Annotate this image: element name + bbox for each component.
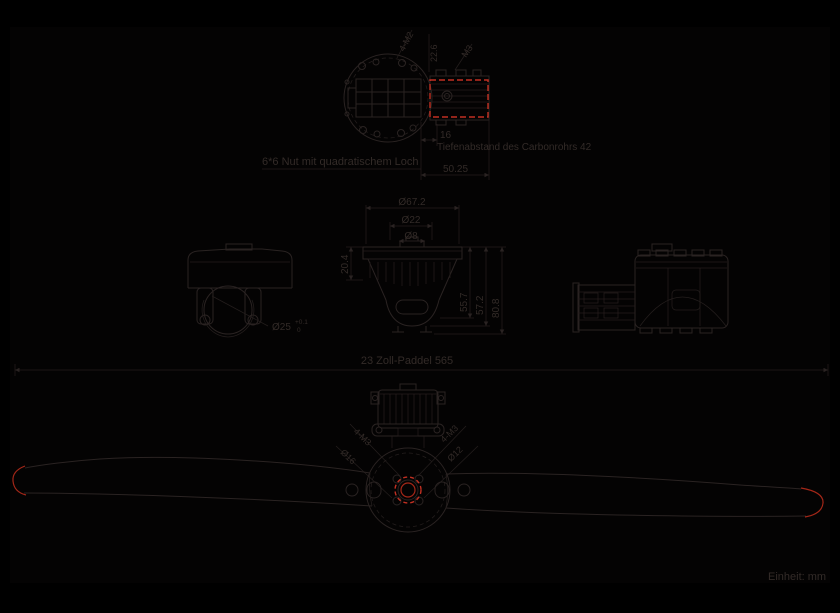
bolt-label-right: 4-M3 (438, 422, 461, 445)
propeller-blades (24, 457, 806, 516)
propeller-title-dimension (15, 355, 828, 376)
top-section-dimensions (262, 119, 592, 180)
motor-top-view (344, 54, 432, 142)
motor-folded-side-view (573, 244, 728, 333)
dim-depth: 16 (440, 130, 452, 141)
thread-label-shaft: M3 (459, 43, 475, 60)
dia-mid: Ø22 (401, 215, 421, 226)
unit-label: Einheit: mm (768, 571, 827, 583)
tolerance-upper: +0.1 (295, 319, 308, 326)
clamp-diameter-label (272, 319, 308, 334)
dim-height-3: 80.8 (491, 298, 502, 318)
top-view-leaders (397, 30, 475, 72)
dim-height-2: 57.2 (475, 295, 486, 315)
thread-label-small: 4-M2 (396, 30, 416, 53)
dim-stator-height: 20.4 (340, 254, 351, 274)
dia-shaft: Ø8 (404, 231, 418, 242)
dia-flange: Ø67.2 (398, 197, 426, 208)
bolt-circle-right: Ø12 (445, 444, 465, 464)
propeller-title: 23 Zoll-Paddel 565 (360, 355, 454, 367)
pitch-label: 22.6 (429, 44, 439, 62)
tolerance-lower: 0 (297, 327, 301, 334)
hub-motor-mount-view (371, 384, 445, 448)
depth-note: Tiefenabstand des Carbonrohrs 42 (437, 142, 592, 153)
dia-clamp: Ø25 (272, 322, 291, 333)
highlight-rectangle (430, 80, 488, 117)
nut-note: 6*6 Nut mit quadratischem Loch (262, 156, 419, 168)
bolt-label-left: 4-M3 (351, 426, 374, 448)
hub-red-highlight (395, 477, 421, 503)
dim-height-1: 55.7 (459, 292, 470, 312)
dim-length: 50.25 (443, 164, 469, 175)
bolt-circle-left: Ø16 (338, 447, 358, 467)
